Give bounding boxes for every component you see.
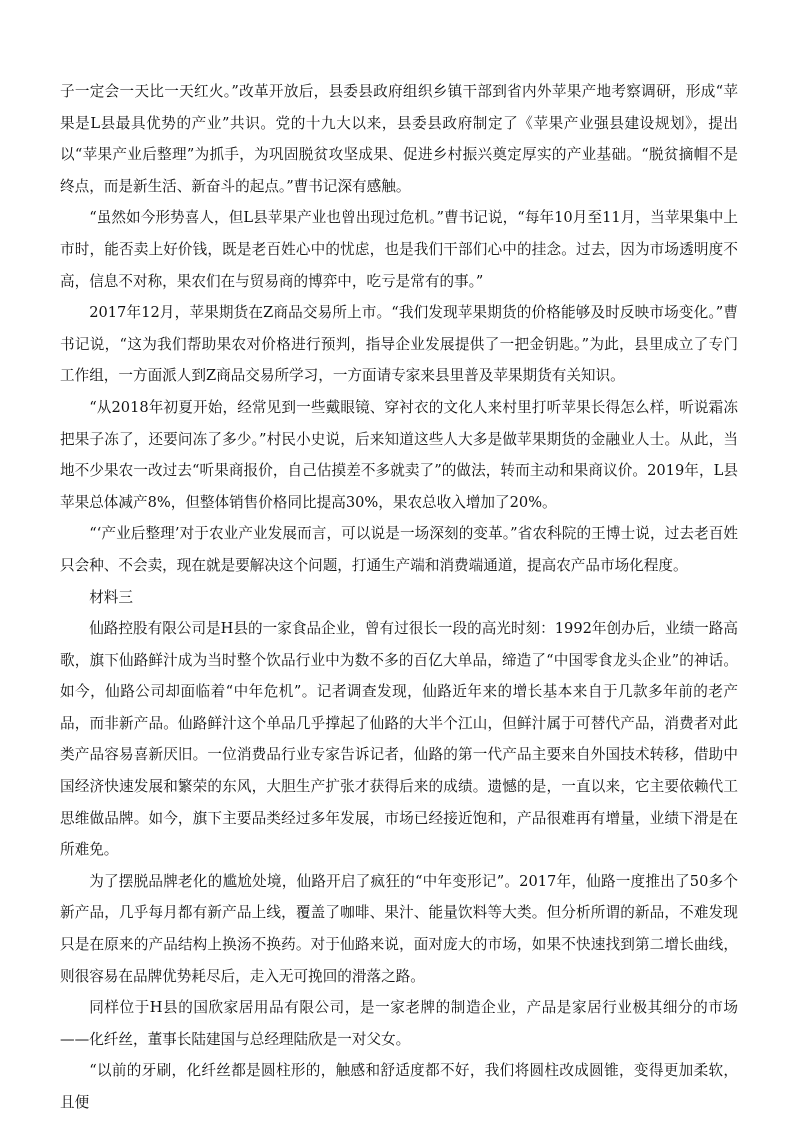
- paragraph: 为了摆脱品牌老化的尴尬处境，仙路开启了疯狂的“中年变形记”。2017年，仙路一度推出了50多个新产品，几乎每月都有新产品上线，覆盖了咖啡、果汁、能量饮料等大类。但分析所谓的新品，不难发现只是在原来的产品结构上换汤不换药。对于仙路来说，面对庞大的市场，如果不快速找到第二增长曲线，则很容易在品牌优势耗尽后，走入无可挽回的滑落之路。: [60, 872, 738, 985]
- paragraph: 同样位于H县的国欣家居用品有限公司，是一家老牌的制造企业，产品是家居行业极其细分的市场——化纤丝，董事长陆建国与总经理陆欣是一对父女。: [60, 999, 738, 1048]
- paragraph: “以前的牙刷，化纤丝都是圆柱形的，触感和舒适度都不好，我们将圆柱改成圆锥，变得更加柔软，且便: [60, 1062, 738, 1111]
- section-heading: 材料三: [89, 588, 133, 606]
- paragraph: 2017年12月，苹果期货在Z商品交易所上市。“我们发现苹果期货的价格能够及时反映市场变化。”曹书记说，“这为我们帮助果农对价格进行预判，指导企业发展提供了一把金钥匙。”为此，县里成立了专门工作组，一方面派人到Z商品交易所学习，一方面请专家来县里普及苹果期货有关知识。: [60, 304, 738, 385]
- paragraph: “‘产业后整理’对于农业产业发展而言，可以说是一场深刻的变革。”省农科院的王博士说，过去老百姓只会种、不会卖，现在就是要解决这个问题，打通生产端和消费端通道，提高农产品市场化程度。: [60, 525, 738, 574]
- paragraph: 仙路控股有限公司是H县的一家食品企业，曾有过很长一段的高光时刻：1992年创办后，业绩一路高歌，旗下仙路鲜汁成为当时整个饮品行业中为数不多的百亿大单品，缔造了“中国零食龙头企业”的神话。如今，仙路公司却面临着“中年危机”。记者调查发现，仙路近年来的增长基本来自于几款多年前的老产品，而非新产品。仙路鲜汁这个单品几乎撑起了仙路的大半个江山，但鲜汁属于可替代产品，消费者对此类产品容易喜新厌旧。一位消费品行业专家告诉记者，仙路的第一代产品主要来自外国技术转移，借助中国经济快速发展和繁荣的东风，大胆生产扩张才获得后来的成绩。遗憾的是，一直以来，它主要依赖代工思维做品牌。如今，旗下主要品类经过多年发展，市场已经接近饱和，产品很难再有增量，业绩下滑是在所难免。: [60, 620, 738, 859]
- paragraph: “从2018年初夏开始，经常见到一些戴眼镜、穿衬衣的文化人来村里打听苹果长得怎么样，听说霜冻把果子冻了，还要问冻了多少。”村民小史说，后来知道这些人大多是做苹果期货的金融业人士。从此，当地不少果农一改过去“听果商报价，自己估摸差不多就卖了”的做法，转而主动和果商议价。2019年，L县苹果总体减产8%，但整体销售价格同比提高30%，果农总收入增加了20%。: [60, 398, 738, 511]
- document-page: [60, 76, 738, 1119]
- paragraph: “虽然如今形势喜人，但L县苹果产业也曾出现过危机。”曹书记说，“每年10月至11月，当苹果集中上市时，能否卖上好价钱，既是老百姓心中的忧虑，也是我们干部们心中的挂念。过去，因为市场透明度不高，信息不对称，果农们在与贸易商的博弈中，吃亏是常有的事。”: [60, 209, 738, 290]
- paragraph-continued: 子一定会一天比一天红火。”改革开放后，县委县政府组织乡镇干部到省内外苹果产地考察调研，形成“苹果是L县最具优势的产业”共识。党的十九大以来，县委县政府制定了《苹果产业强县建设规划》，提出以“苹果产业后整理”为抓手，为巩固脱贫攻坚成果、促进乡村振兴奠定厚实的产业基础。“脱贫摘帽不是终点，而是新生活、新奋斗的起点。”曹书记深有感触。: [60, 83, 738, 195]
